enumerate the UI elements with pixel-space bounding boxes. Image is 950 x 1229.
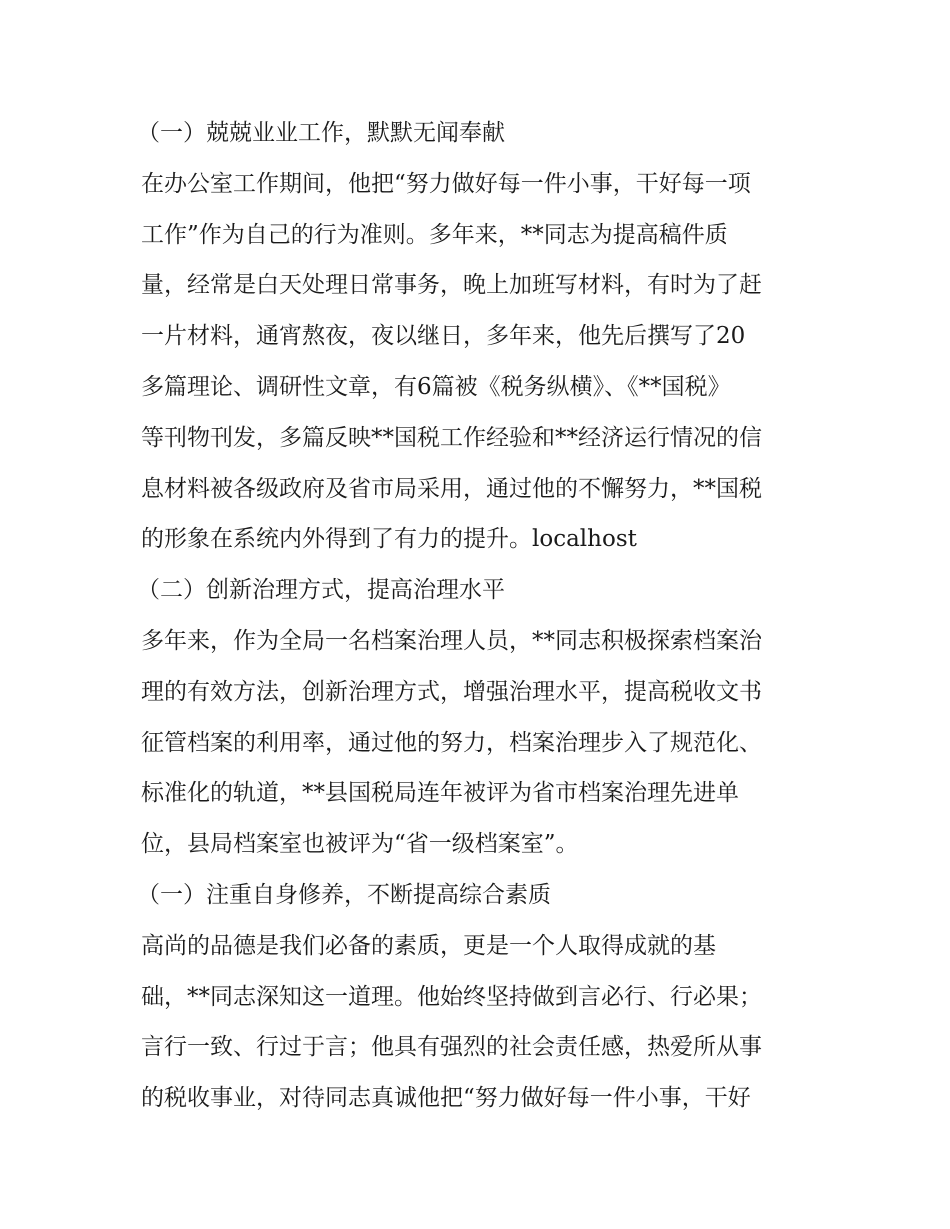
paragraph-line: 在办公室工作期间，他把“努力做好每一件小事，干好每一项 [141,170,751,197]
paragraph-line: 息材料被各级政府及省市局采用，通过他的不懈努力，**国税 [141,475,762,502]
paragraph-line: 的形象在系统内外得到了有力的提升。localhost [141,526,637,553]
paragraph-line: 量，经常是白天处理日常事务，晚上加班写材料，有时为了赶 [141,272,762,299]
paragraph-line: 言行一致、行过于言；他具有强烈的社会责任感，热爱所从事 [141,1034,762,1061]
paragraph-line: 位，县局档案室也被评为“省一级档案室”。 [141,831,579,858]
section-heading-2: （二）创新治理方式，提高治理水平 [137,577,505,604]
section-heading-3: （一）注重自身修养，不断提高综合素质 [137,881,551,908]
section-heading-1: （一）兢兢业业工作，默默无闻奉献 [137,120,505,146]
paragraph-line: 础，**同志深知这一道理。他始终坚持做到言必行、行必果； [141,983,762,1010]
paragraph-line: 征管档案的利用率，通过他的努力，档案治理步入了规范化、 [141,729,762,756]
paragraph-line: 理的有效方法，创新治理方式，增强治理水平，提高税收文书 [141,678,762,705]
paragraph-line: 多年来，作为全局一名档案治理人员，**同志积极探索档案治 [141,627,762,654]
paragraph-line: 一片材料，通宵熬夜，夜以继日，多年来，他先后撰写了20 [141,323,746,350]
paragraph-line: 高尚的品德是我们必备的素质，更是一个人取得成就的基 [141,932,716,959]
paragraph-line: 标准化的轨道，**县国税局连年被评为省市档案治理先进单 [141,780,739,807]
paragraph-line: 工作”作为自己的行为准则。多年来，**同志为提高稿件质 [141,221,728,248]
paragraph-line: 的税收事业，对待同志真诚他把“努力做好每一件小事，干好 [141,1085,751,1112]
paragraph-line: 多篇理论、调研性文章，有6篇被《税务纵横》、《**国税》 [141,373,731,400]
paragraph-line: 等刊物刊发，多篇反映**国税工作经验和**经济运行情况的信 [141,424,762,451]
document-body [137,108,831,1124]
